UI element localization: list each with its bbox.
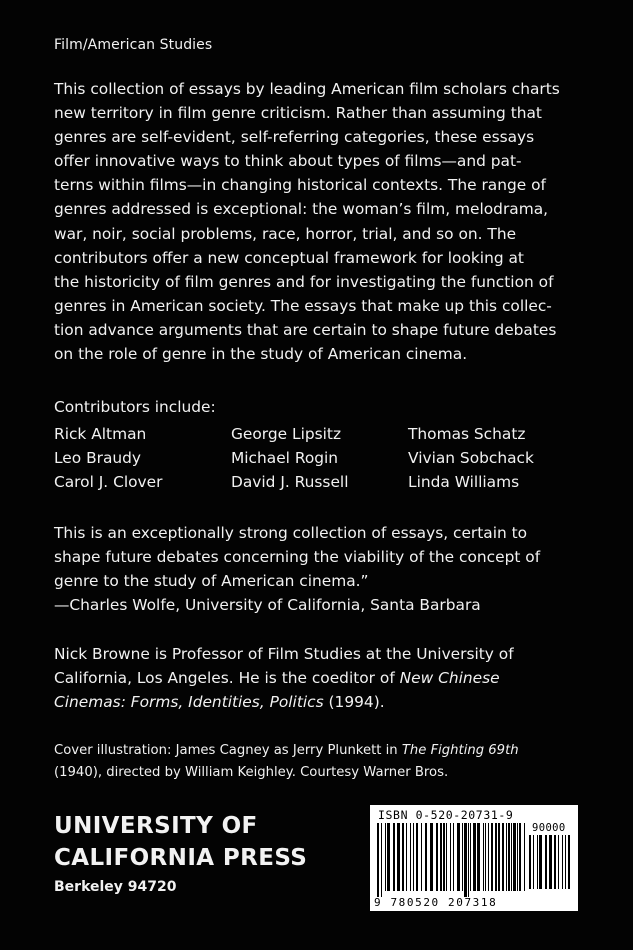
description-line: genres addressed is exceptional: the woman’s film, melodrama, (54, 200, 549, 219)
barcode-bar (425, 823, 427, 891)
credit-line: (1940), directed by William Keighley. Courtesy Warner Bros. (54, 764, 449, 780)
film-title: The Fighting 69th (401, 743, 519, 758)
quote-line: shape future debates concerning the viability of the concept of (54, 548, 541, 567)
publisher-name-line: CALIFORNIA PRESS (54, 845, 308, 871)
barcode-bar (498, 823, 500, 891)
description-line: the historicity of film genres and for investigating the function of (54, 272, 554, 291)
addon-barcode-bars (528, 835, 572, 895)
barcode-bar (511, 823, 512, 891)
quote-line: genre to the study of American cinema.” (54, 572, 369, 591)
isbn-number: ISBN 0-520-20731-9 (378, 808, 514, 822)
barcode-bar (491, 823, 493, 891)
barcode-bar (440, 823, 442, 891)
description-line: genres in American society. The essays that make up this collec- (54, 296, 552, 315)
bio-line: Nick Browne is Professor of Film Studies at the University of (54, 645, 514, 663)
description-line: on the role of genre in the study of American cinema. (54, 345, 468, 364)
description-line: This collection of essays by leading American film scholars charts (54, 80, 560, 98)
bio-text: California, Los Angeles. He is the coeditor of (54, 669, 400, 688)
barcode-bar (477, 823, 480, 891)
barcode-bar (562, 835, 563, 889)
barcode-bar (568, 835, 570, 889)
barcode-bar (436, 823, 438, 891)
barcode-bar (413, 823, 414, 891)
description-line: terns within films—in changing historical contexts. The range of (54, 176, 546, 195)
barcode-bar (524, 823, 525, 891)
contributor-name: George Lipsitz (231, 425, 342, 443)
publisher-city: Berkeley 94720 (54, 879, 177, 895)
description-line: contributors offer a new conceptual framework for looking at (54, 248, 524, 267)
publisher-name-line: UNIVERSITY OF (54, 813, 258, 839)
barcode-bar (446, 823, 447, 891)
category-label: Film/American Studies (54, 37, 213, 53)
book-title: New Chinese (399, 669, 500, 688)
barcode-bar (457, 823, 460, 891)
contributor-name: Leo Braudy (54, 449, 142, 467)
publisher-logo (54, 810, 307, 898)
barcode-bar (462, 823, 463, 891)
barcode-bar (473, 823, 476, 891)
barcode-bar (529, 835, 531, 889)
isbn-barcode (370, 805, 578, 911)
barcode-bar (488, 823, 489, 891)
description-line: war, noir, social problems, race, horror, trial, and so on. The (54, 224, 517, 243)
barcode-bar (381, 823, 382, 897)
barcode-bar (545, 835, 547, 889)
contributor-name: Carol J. Clover (54, 473, 163, 491)
barcode-bar (397, 823, 400, 891)
cover-credit (54, 740, 519, 783)
contributor-name: David J. Russell (231, 473, 349, 491)
barcode-bar (406, 823, 407, 891)
description-line: tion advance arguments that are certain to shape future debates (54, 320, 557, 339)
barcode-bar (402, 823, 404, 891)
barcode-bar (508, 823, 510, 891)
barcode-bar (533, 835, 534, 889)
barcode-bar (513, 823, 516, 891)
barcode-bar (558, 835, 559, 889)
barcode-bar (416, 823, 418, 891)
bio-line (54, 690, 514, 714)
barcode-bar (554, 835, 556, 889)
barcode-bar (410, 823, 411, 891)
description-line: offer innovative ways to think about types of films—and pat- (54, 152, 522, 171)
ean-number: 9 780520 207318 (374, 896, 498, 909)
review-quote (54, 521, 540, 617)
barcode-bar (385, 823, 386, 891)
barcode-bar (549, 835, 552, 889)
barcode-bar (430, 823, 433, 891)
barcode-bar (495, 823, 497, 891)
barcode-bar (537, 835, 538, 889)
description-line: genres are self-evident, self-referring categories, these essays (54, 128, 535, 147)
contributors-heading: Contributors include: (54, 398, 216, 416)
barcode-bar (464, 823, 467, 897)
quote-line: This is an exceptionally strong collection of essays, certain to (54, 524, 528, 542)
barcode-bar (377, 823, 379, 897)
barcode-bar (470, 823, 471, 891)
editor-bio (54, 642, 514, 714)
barcode-bar (517, 823, 518, 891)
bio-text: (1994). (323, 693, 385, 712)
barcode-bar (519, 823, 521, 891)
description-line: new territory in film genre criticism. Rather than assuming that (54, 104, 542, 123)
barcode-bar (453, 823, 454, 891)
barcode-bar (421, 823, 422, 891)
barcode-bar (468, 823, 469, 897)
contributor-name: Vivian Sobchack (408, 449, 534, 467)
barcode-bar (565, 835, 566, 889)
contributors-column (231, 422, 348, 494)
ean-barcode-bars (376, 823, 526, 897)
contributors-column (54, 422, 162, 494)
barcode-bar (443, 823, 445, 891)
barcode-bar (393, 823, 395, 891)
contributor-name: Michael Rogin (231, 449, 339, 467)
credit-text: Cover illustration: James Cagney as Jerry Plunkett in (54, 743, 402, 758)
bio-line (54, 666, 514, 690)
barcode-bar (502, 823, 504, 891)
credit-line (54, 740, 519, 762)
barcode-bar (387, 823, 390, 891)
barcode-bar (483, 823, 484, 891)
contributor-name: Rick Altman (54, 425, 147, 443)
contributors-column (408, 422, 534, 494)
barcode-bar (450, 823, 451, 891)
book-title: Cinemas: Forms, Identities, Politics (54, 693, 324, 712)
contributor-name: Thomas Schatz (408, 425, 526, 443)
quote-attribution: —Charles Wolfe, University of California, Santa Barbara (54, 596, 481, 615)
contributor-name: Linda Williams (408, 473, 520, 491)
barcode-bar (539, 835, 542, 889)
barcode-bar (485, 823, 486, 891)
description-paragraph (54, 77, 594, 366)
barcode-bar (506, 823, 507, 891)
price-code: 90000 (532, 822, 566, 834)
